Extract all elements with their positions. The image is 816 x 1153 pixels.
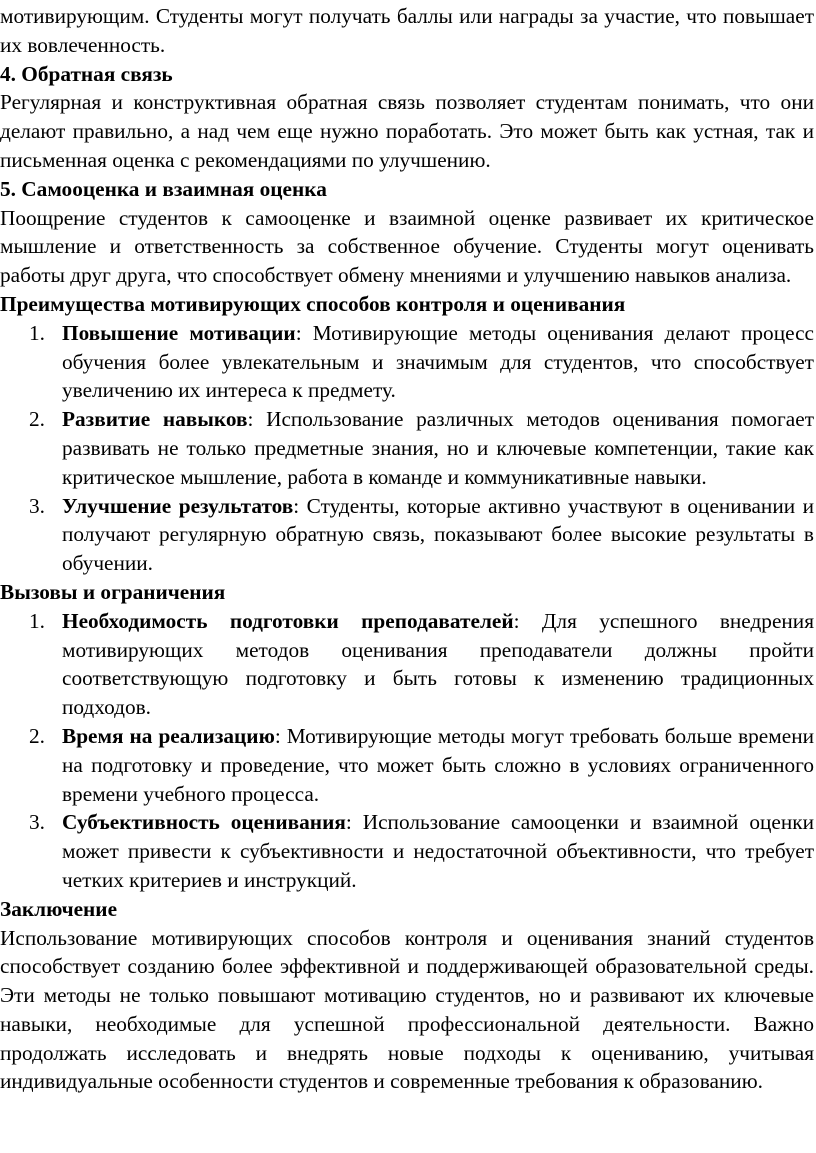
section-4-paragraph: Регулярная и конструктивная обратная связь позволяет студентам понимать, что они делают правильно, а над чем еще нужно поработать. Это может быть как устная, так и письменная оценка с рекомендациями по улучшению. xyxy=(0,90,814,172)
list-item xyxy=(29,607,814,722)
list-item xyxy=(29,405,815,491)
list-item-number: 3. xyxy=(29,493,45,518)
intro-tail-paragraph: мотивирующим. Студенты могут получать баллы или награды за участие, что повышает их вовлеченность. xyxy=(0,4,814,57)
list-item xyxy=(29,492,814,578)
section-5-heading: 5. Самооценка и взаимная оценка xyxy=(0,176,327,201)
list-item xyxy=(29,808,814,894)
list-item-term: Улучшение результатов xyxy=(62,493,294,518)
list-item-number: 3. xyxy=(29,810,45,835)
list-item-term: Необходимость подготовки преподавателей xyxy=(62,608,514,633)
challenges-list xyxy=(0,607,814,895)
list-item-text: : Студенты, которые активно участвуют в оценивании и получают регулярную обратную связь, показывают более высокие результаты в обучении. xyxy=(62,493,814,576)
list-item-term: Повышение мотивации xyxy=(62,320,296,345)
conclusion-heading: Заключение xyxy=(0,896,118,921)
list-item xyxy=(29,722,814,808)
section-4-heading: 4. Обратная связь xyxy=(0,61,173,86)
list-item-text: : Мотивирующие методы оценивания делают процесс обучения более увлекательным и значимым для студентов, что способствует увеличению их интереса к предмету. xyxy=(62,320,814,403)
list-item-number: 1. xyxy=(29,608,45,633)
list-item-term: Время на реализацию xyxy=(62,723,275,748)
list-item-text: : Мотивирующие методы могут требовать больше времени на подготовку и проведение, что может быть сложно в условиях ограниченного времени учебного процесса. xyxy=(62,723,814,806)
list-item-text: : Для успешного внедрения мотивирующих методов оценивания преподаватели должны пройти соответствующую подготовку и быть готовы к изменению традиционных подходов. xyxy=(62,608,814,720)
list-item-text: : Использование различных методов оценивания помогает развивать не только предметные знания, но и ключевые компетенции, такие как критическое мышление, работа в команде и коммуникативные навыки. xyxy=(62,407,815,489)
challenges-heading: Вызовы и ограничения xyxy=(0,579,226,604)
section-5-paragraph: Поощрение студентов к самооценке и взаимной оценке развивает их критическое мышление и ответственность за собственное обучение. Студенты могут оценивать работы друг друга, что способствует обмену мнениями и улучшению навыков анализа. xyxy=(0,205,814,288)
list-item-term: Развитие навыков xyxy=(62,407,248,432)
list-item-term: Субъективность оценивания xyxy=(62,810,346,835)
list-item-number: 2. xyxy=(29,407,45,432)
list-item-number: 1. xyxy=(29,320,45,345)
list-item-text: : Использование самооценки и взаимной оценки может привести к субъективности и недостаточной объективности, что требует четких критериев и инструкций. xyxy=(62,810,814,892)
list-item xyxy=(29,319,814,405)
conclusion-paragraph: Использование мотивирующих способов контроля и оценивания знаний студентов способствует созданию более эффективной и поддерживающей образовательной среды. Эти методы не только повышают мотивацию студентов, но и развивают их ключевые навыки, необходимые для успешной профессиональной деятельности. Важно продолжать исследовать и внедрять новые подходы к оцениванию, учитывая индивидуальные особенности студентов и современные требования к образованию. xyxy=(0,925,814,1094)
list-item-number: 2. xyxy=(29,723,45,748)
advantages-heading: Преимущества мотивирующих способов контроля и оценивания xyxy=(0,291,626,316)
advantages-list xyxy=(0,319,814,578)
